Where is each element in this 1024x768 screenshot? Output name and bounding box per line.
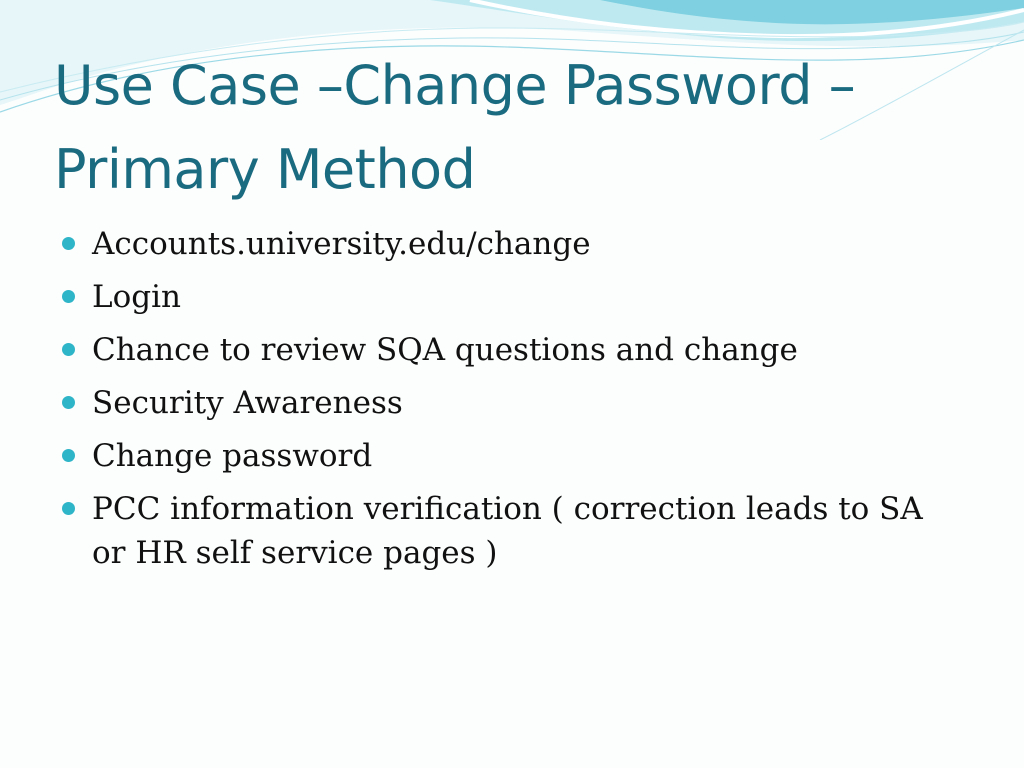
title-line-1: Use Case –Change Password – — [54, 54, 856, 117]
bullet-item — [62, 381, 962, 425]
bullet-text: PCC information verification ( correction leads to SA or HR self service pages ) — [92, 491, 923, 571]
bullet-text: Chance to review SQA questions and change — [92, 332, 798, 368]
bullet-text: Security Awareness — [92, 385, 403, 421]
bullet-dot-icon — [62, 396, 75, 409]
bullet-dot-icon — [62, 290, 75, 303]
bullet-dot-icon — [62, 449, 75, 462]
bullet-dot-icon — [62, 237, 75, 250]
bullet-item — [62, 222, 962, 266]
bullet-text: Accounts.university.edu/change — [92, 226, 591, 262]
bullet-item — [62, 434, 962, 478]
bullet-dot-icon — [62, 343, 75, 356]
bullet-item — [62, 275, 962, 319]
bullet-dot-icon — [62, 502, 75, 515]
title-line-2: Primary Method — [54, 138, 476, 201]
slide-title — [54, 44, 994, 212]
bullet-text: Change password — [92, 438, 373, 474]
bullet-text: Login — [92, 279, 181, 315]
bullet-item — [62, 487, 962, 575]
bullet-list — [62, 222, 962, 584]
bullet-item — [62, 328, 962, 372]
